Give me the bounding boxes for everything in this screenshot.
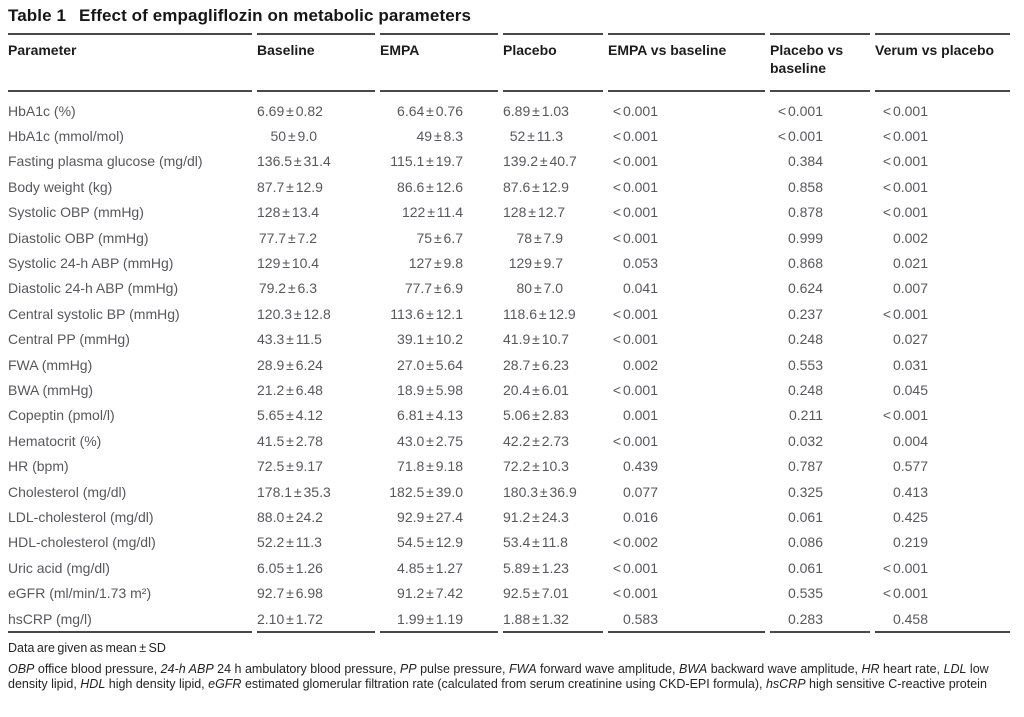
value-cell: < 0.001 bbox=[612, 229, 658, 246]
abbreviation-term: eGFR bbox=[208, 676, 242, 691]
value-cell: 129 ± 10.4 bbox=[257, 255, 320, 272]
parameter-cell: Systolic OBP (mmHg) bbox=[8, 204, 144, 221]
value-cell: 4.85 ± 1.27 bbox=[397, 559, 463, 576]
value-cell: 115.1 ± 19.7 bbox=[390, 153, 463, 170]
value-cell: 72.2 ± 10.3 bbox=[503, 458, 569, 475]
value-cell: 28.7 ± 6.23 bbox=[503, 356, 569, 373]
table-row bbox=[8, 174, 1010, 199]
value-cell: < 0.001 bbox=[612, 559, 658, 576]
abbreviation-term: hsCRP bbox=[765, 676, 806, 691]
value-cell: 0.053 bbox=[622, 255, 658, 272]
abbreviation-definition: low density lipid, bbox=[8, 662, 989, 691]
value-cell: 0.211 bbox=[789, 407, 823, 424]
value-cell: 1.88 ± 1.32 bbox=[503, 606, 603, 633]
value-cell: 178.1 ± 35.3 bbox=[257, 483, 331, 500]
value-cell: 0.016 bbox=[622, 508, 658, 525]
value-cell: 0.787 bbox=[787, 458, 823, 475]
value-cell: 92.7 ± 6.98 bbox=[257, 585, 323, 602]
table-row bbox=[8, 123, 1010, 148]
value-cell: 128 ± 12.7 bbox=[503, 204, 566, 221]
table-row bbox=[8, 453, 1010, 478]
table-row bbox=[8, 504, 1010, 529]
abbreviation-term: BWA bbox=[679, 662, 708, 677]
value-cell: 0.021 bbox=[892, 255, 928, 272]
value-cell: < 0.001 bbox=[612, 178, 658, 195]
value-cell: 129 ± 9.7 bbox=[508, 255, 563, 272]
table-row bbox=[8, 377, 1010, 402]
value-cell: 0.061 bbox=[787, 508, 823, 525]
value-cell: 88.0 ± 24.2 bbox=[257, 508, 323, 525]
value-cell: 128 ± 13.4 bbox=[257, 204, 320, 221]
table-row bbox=[8, 301, 1010, 326]
parameter-cell: Body weight (kg) bbox=[8, 178, 113, 195]
value-cell: < 0.001 bbox=[612, 331, 658, 348]
column-header-verum-vs-placebo: Verum vs placebo bbox=[875, 33, 1010, 92]
value-cell: 77.7 ± 7.2 bbox=[258, 229, 317, 246]
value-cell: 0.007 bbox=[892, 280, 928, 297]
parameter-cell: HDL-cholesterol (mg/dl) bbox=[8, 534, 156, 551]
value-cell: < 0.001 bbox=[882, 559, 928, 576]
value-cell: 6.64 ± 0.76 bbox=[397, 102, 463, 119]
parameter-cell: HbA1c (%) bbox=[8, 102, 76, 119]
abbreviation-term: FWA bbox=[509, 662, 537, 677]
abbreviation-definition: 24 h ambulatory blood pressure, bbox=[213, 662, 400, 677]
table-row bbox=[8, 403, 1010, 428]
abbreviation-term: PP bbox=[399, 662, 417, 677]
value-cell: 0.041 bbox=[622, 280, 658, 297]
parameter-cell: Uric acid (mg/dl) bbox=[8, 559, 110, 576]
value-cell: 0.878 bbox=[787, 204, 823, 221]
value-cell: 127 ± 9.8 bbox=[408, 255, 463, 272]
value-cell: 52 ± 11.3 bbox=[509, 128, 563, 145]
parameter-cell: Central PP (mmHg) bbox=[8, 331, 130, 348]
value-cell: 41.5 ± 2.78 bbox=[257, 432, 323, 449]
column-header-parameter: Parameter bbox=[8, 33, 252, 92]
table-row bbox=[8, 276, 1010, 301]
table-row bbox=[8, 555, 1010, 580]
table-row bbox=[8, 92, 1010, 123]
column-header-placebo: Placebo bbox=[503, 33, 603, 92]
value-cell: < 0.001 bbox=[612, 585, 658, 602]
table-row bbox=[8, 352, 1010, 377]
value-cell: 21.2 ± 6.48 bbox=[257, 381, 323, 398]
value-cell: 49 ± 8.3 bbox=[416, 128, 463, 145]
value-cell: 50 ± 9.0 bbox=[270, 128, 317, 145]
metabolic-parameters-table bbox=[3, 33, 1015, 633]
parameter-cell: Diastolic OBP (mmHg) bbox=[8, 229, 149, 246]
table-row bbox=[8, 250, 1010, 275]
abbreviation-definition: backward wave amplitude, bbox=[707, 662, 862, 677]
abbreviations-note bbox=[8, 662, 1010, 691]
value-cell: 6.89 ± 1.03 bbox=[503, 102, 569, 119]
value-cell: < 0.001 bbox=[612, 204, 658, 221]
value-cell: < 0.001 bbox=[612, 305, 658, 322]
table-title bbox=[0, 0, 1024, 26]
parameter-cell: Central systolic BP (mmHg) bbox=[8, 305, 180, 322]
value-cell: 113.6 ± 12.1 bbox=[390, 305, 463, 322]
value-cell: < 0.001 bbox=[882, 204, 928, 221]
value-cell: 75 ± 6.7 bbox=[416, 229, 463, 246]
value-cell: < 0.002 bbox=[612, 534, 658, 551]
value-cell: 0.413 bbox=[892, 483, 928, 500]
abbreviation-term: LDL bbox=[943, 662, 967, 677]
value-cell: 0.061 bbox=[787, 559, 823, 576]
value-cell: 0.384 bbox=[787, 153, 823, 170]
value-cell: 92.9 ± 27.4 bbox=[397, 508, 463, 525]
value-cell: < 0.001 bbox=[612, 153, 658, 170]
header-row bbox=[8, 33, 1010, 92]
value-cell: 54.5 ± 12.9 bbox=[397, 534, 463, 551]
table-row bbox=[8, 149, 1010, 174]
value-cell: 87.7 ± 12.9 bbox=[257, 178, 323, 195]
value-cell: 0.858 bbox=[787, 178, 823, 195]
value-cell: 0.219 bbox=[892, 534, 928, 551]
column-header-empa: EMPA bbox=[380, 33, 498, 92]
value-cell: 182.5 ± 39.0 bbox=[389, 483, 463, 500]
parameter-cell: Fasting plasma glucose (mg/dl) bbox=[8, 153, 203, 170]
parameter-cell: eGFR (ml/min/1.73 m²) bbox=[8, 585, 152, 602]
data-note: Data are given as mean ± SD bbox=[8, 641, 166, 656]
table-number-label: Table 1 bbox=[8, 6, 67, 25]
value-cell: 5.65 ± 4.12 bbox=[257, 407, 323, 424]
table-row bbox=[8, 530, 1010, 555]
value-cell: 5.89 ± 1.23 bbox=[503, 559, 569, 576]
value-cell: 39.1 ± 10.2 bbox=[397, 331, 463, 348]
value-cell: 0.004 bbox=[892, 432, 928, 449]
table-title-text: Effect of empagliflozin on metabolic parameters bbox=[79, 6, 472, 25]
value-cell: 0.027 bbox=[892, 331, 928, 348]
value-cell: 136.5 ± 31.4 bbox=[257, 153, 331, 170]
abbreviation-definition: office blood pressure, bbox=[34, 662, 161, 677]
value-cell: 0.999 bbox=[787, 229, 823, 246]
value-cell: < 0.001 bbox=[612, 432, 658, 449]
value-cell: 86.6 ± 12.6 bbox=[397, 178, 463, 195]
value-cell: < 0.001 bbox=[612, 102, 658, 119]
value-cell: 0.458 bbox=[875, 606, 1010, 633]
table-row bbox=[8, 580, 1010, 605]
column-header-empa-vs-baseline: EMPA vs baseline bbox=[608, 33, 765, 92]
value-cell: 0.577 bbox=[892, 458, 928, 475]
abbreviation-term: 24-h ABP bbox=[160, 662, 214, 677]
value-cell: 0.325 bbox=[787, 483, 823, 500]
parameter-cell: HbA1c (mmol/mol) bbox=[8, 128, 124, 145]
abbreviation-definition: pulse pressure, bbox=[416, 662, 510, 677]
value-cell: 2.10 ± 1.72 bbox=[257, 606, 375, 633]
table-row bbox=[8, 479, 1010, 504]
value-cell: 0.045 bbox=[892, 381, 928, 398]
abbreviation-term: HR bbox=[861, 662, 880, 677]
abbreviation-term: OBP bbox=[8, 662, 35, 677]
parameter-cell: hsCRP (mg/l) bbox=[8, 606, 252, 633]
value-cell: < 0.001 bbox=[777, 102, 823, 119]
value-cell: 91.2 ± 24.3 bbox=[503, 508, 569, 525]
value-cell: 0.553 bbox=[787, 356, 823, 373]
value-cell: 118.6 ± 12.9 bbox=[503, 305, 576, 322]
parameter-cell: Hematocrit (%) bbox=[8, 432, 102, 449]
value-cell: 53.4 ± 11.8 bbox=[503, 534, 568, 551]
value-cell: 0.032 bbox=[787, 432, 823, 449]
value-cell: 5.06 ± 2.83 bbox=[503, 407, 569, 424]
value-cell: 6.81 ± 4.13 bbox=[397, 407, 463, 424]
value-cell: 0.868 bbox=[787, 255, 823, 272]
value-cell: 79.2 ± 6.3 bbox=[258, 280, 317, 297]
abbreviation-definition: high density lipid, bbox=[105, 676, 209, 691]
value-cell: 0.624 bbox=[787, 280, 823, 297]
value-cell: 0.283 bbox=[770, 606, 870, 633]
value-cell: 43.3 ± 11.5 bbox=[257, 331, 322, 348]
parameter-cell: Systolic 24-h ABP (mmHg) bbox=[8, 255, 174, 272]
value-cell: 78 ± 7.9 bbox=[516, 229, 563, 246]
value-cell: 0.248 bbox=[787, 381, 823, 398]
table-row bbox=[8, 327, 1010, 352]
value-cell: 0.535 bbox=[787, 585, 823, 602]
value-cell: 42.2 ± 2.73 bbox=[503, 432, 569, 449]
value-cell: 28.9 ± 6.24 bbox=[257, 356, 323, 373]
value-cell: 27.0 ± 5.64 bbox=[397, 356, 463, 373]
abbreviation-term: HDL bbox=[80, 676, 106, 691]
value-cell: 20.4 ± 6.01 bbox=[503, 381, 569, 398]
value-cell: 0.031 bbox=[892, 356, 928, 373]
value-cell: 72.5 ± 9.17 bbox=[257, 458, 323, 475]
value-cell: 139.2 ± 40.7 bbox=[503, 153, 577, 170]
abbreviation-definition: high sensitive C-reactive protein bbox=[805, 676, 987, 691]
parameter-cell: Cholesterol (mg/dl) bbox=[8, 483, 127, 500]
value-cell: 87.6 ± 12.9 bbox=[503, 178, 569, 195]
value-cell: < 0.001 bbox=[882, 102, 928, 119]
table-header bbox=[8, 33, 1010, 92]
value-cell: < 0.001 bbox=[882, 153, 928, 170]
column-header-placebo-vs-baseline: Placebo vs baseline bbox=[770, 33, 870, 92]
value-cell: 180.3 ± 36.9 bbox=[503, 483, 577, 500]
value-cell: 0.248 bbox=[787, 331, 823, 348]
abbreviation-definition: estimated glomerular filtration rate (calculated from serum creatinine using CKD-EPI formula), bbox=[241, 676, 766, 691]
value-cell: 0.001 bbox=[622, 407, 658, 424]
value-cell: 92.5 ± 7.01 bbox=[503, 585, 569, 602]
value-cell: 0.086 bbox=[787, 534, 823, 551]
table-body bbox=[8, 92, 1010, 633]
value-cell: 91.2 ± 7.42 bbox=[397, 585, 463, 602]
value-cell: 52.2 ± 11.3 bbox=[257, 534, 322, 551]
parameter-cell: LDL-cholesterol (mg/dl) bbox=[8, 508, 154, 525]
value-cell: 0.077 bbox=[622, 483, 658, 500]
value-cell: 77.7 ± 6.9 bbox=[404, 280, 463, 297]
value-cell: < 0.001 bbox=[882, 178, 928, 195]
column-header-baseline: Baseline bbox=[257, 33, 375, 92]
table-row bbox=[8, 428, 1010, 453]
table-row bbox=[8, 225, 1010, 250]
parameter-cell: BWA (mmHg) bbox=[8, 381, 94, 398]
parameter-cell: HR (bpm) bbox=[8, 458, 69, 475]
value-cell: < 0.001 bbox=[882, 305, 928, 322]
parameter-cell: Copeptin (pmol/l) bbox=[8, 407, 115, 424]
value-cell: 43.0 ± 2.75 bbox=[397, 432, 463, 449]
value-cell: < 0.001 bbox=[882, 407, 928, 424]
table-row bbox=[8, 606, 1010, 633]
value-cell: 0.425 bbox=[892, 508, 928, 525]
value-cell: 18.9 ± 5.98 bbox=[397, 381, 463, 398]
value-cell: 0.439 bbox=[622, 458, 658, 475]
value-cell: 0.237 bbox=[787, 305, 823, 322]
value-cell: 6.05 ± 1.26 bbox=[257, 559, 323, 576]
value-cell: 1.99 ± 1.19 bbox=[380, 606, 498, 633]
abbreviation-definition: heart rate, bbox=[879, 662, 944, 677]
value-cell: 80 ± 7.0 bbox=[516, 280, 563, 297]
abbreviation-definition: forward wave amplitude, bbox=[536, 662, 679, 677]
value-cell: 6.69 ± 0.82 bbox=[257, 102, 323, 119]
value-cell: < 0.001 bbox=[882, 585, 928, 602]
value-cell: < 0.001 bbox=[777, 128, 823, 145]
value-cell: 0.583 bbox=[608, 606, 765, 633]
value-cell: < 0.001 bbox=[612, 381, 658, 398]
value-cell: < 0.001 bbox=[882, 128, 928, 145]
value-cell: 71.8 ± 9.18 bbox=[397, 458, 463, 475]
value-cell: 120.3 ± 12.8 bbox=[257, 305, 331, 322]
value-cell: 0.002 bbox=[892, 229, 928, 246]
parameter-cell: Diastolic 24-h ABP (mmHg) bbox=[8, 280, 179, 297]
parameter-cell: FWA (mmHg) bbox=[8, 356, 93, 373]
value-cell: 41.9 ± 10.7 bbox=[503, 331, 569, 348]
value-cell: < 0.001 bbox=[612, 128, 658, 145]
value-cell: 0.002 bbox=[622, 356, 658, 373]
table-row bbox=[8, 200, 1010, 225]
value-cell: 122 ± 11.4 bbox=[401, 204, 463, 221]
